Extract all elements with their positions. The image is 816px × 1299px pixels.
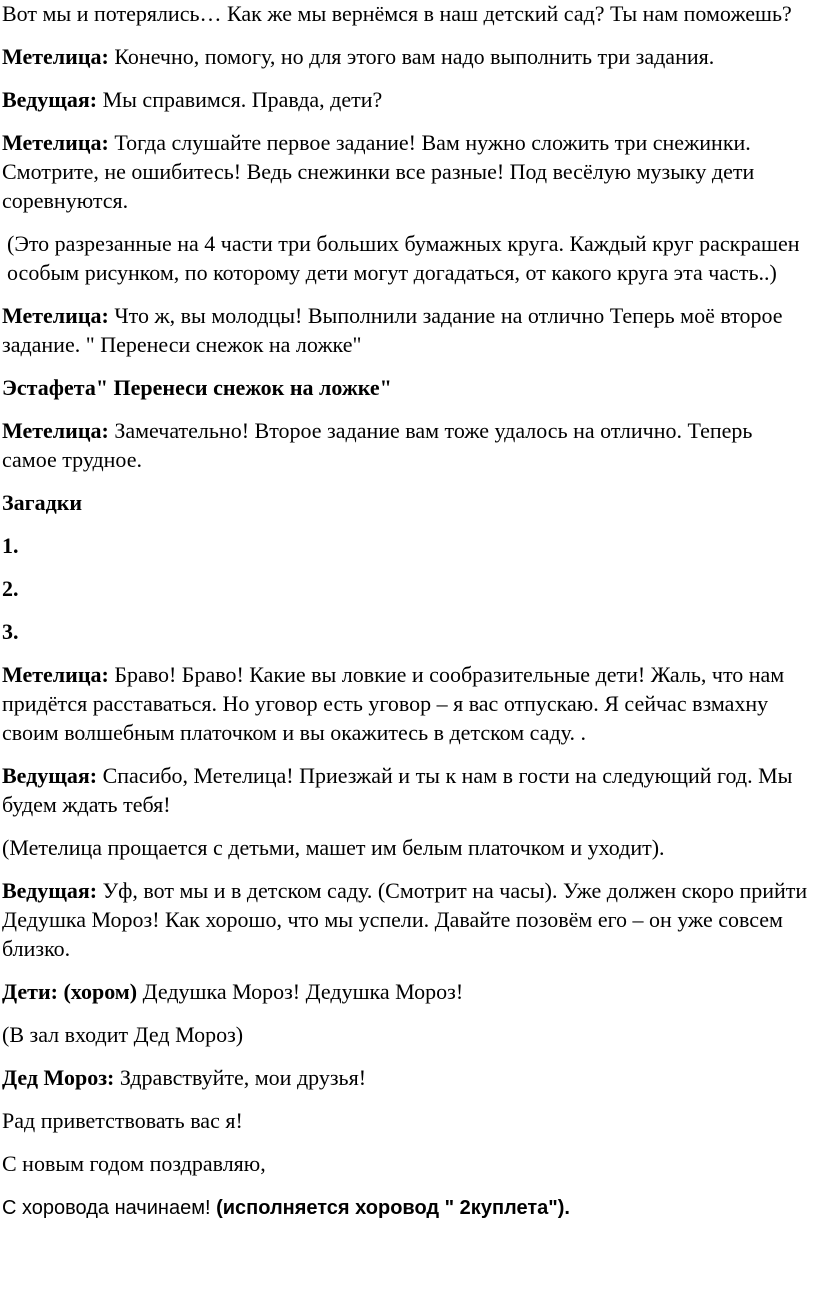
paragraph-list-1 (2, 531, 812, 560)
text-run: С новым годом поздравляю, (2, 1151, 266, 1176)
paragraph-ded-moroz (2, 1063, 812, 1092)
text-run: (Метелица прощается с детьми, машет им белым платочком и уходит). (2, 835, 665, 860)
paragraph-vedushchaya-2 (2, 761, 812, 819)
speech-text: Уф, вот мы и в детском саду. (Смотрит на часы). Уже должен скоро прийти Дедушка Мороз! Как хорошо, что мы успели. Давайте позовём его – он уже совсем близко. (2, 878, 808, 961)
speech-text: Мы справимся. Правда, дети? (97, 87, 383, 112)
paragraph-vedushchaya-1 (2, 85, 812, 114)
paragraph-metelitsa-2 (2, 128, 812, 215)
paragraph-stage-note-3 (2, 1020, 812, 1049)
speaker-label: Метелица: (2, 44, 109, 69)
paragraph-verse-2 (2, 1149, 812, 1178)
text-run: (В зал входит Дед Мороз) (2, 1022, 244, 1047)
speaker-label: Дети: (хором) (2, 979, 138, 1004)
text-run: Рад приветствовать вас я! (2, 1108, 243, 1133)
speech-text: Тогда слушайте первое задание! Вам нужно сложить три снежинки. Смотрите, не ошибитесь! Ведь снежинки все разные! Под весёлую музыку дети соревнуются. (2, 130, 755, 213)
list-number: 2. (2, 576, 19, 601)
speaker-label: Метелица: (2, 130, 109, 155)
text-run: (Это разрезанные на 4 части три больших бумажных круга. Каждый круг раскрашен особым рисунком, по которому дети могут догадаться, от какого круга эта часть..) (7, 231, 800, 285)
speaker-label: Метелица: (2, 303, 109, 328)
speech-text: Конечно, помогу, но для этого вам надо выполнить три задания. (108, 44, 715, 69)
paragraph-metelitsa-1 (2, 42, 812, 71)
text-run: Вот мы и потерялись… Как же мы вернёмся в наш детский сад? Ты нам поможешь? (2, 1, 792, 26)
speech-text: Что ж, вы молодцы! Выполнили задание на отлично Теперь моё второе задание. " Перенеси снежок на ложке" (2, 303, 783, 357)
speaker-label: Метелица: (2, 662, 109, 687)
speech-text: Здравствуйте, мои друзья! (114, 1065, 367, 1090)
paragraph-verse-1 (2, 1106, 812, 1135)
stage-direction: (исполняется хоровод " 2куплета"). (216, 1197, 570, 1219)
paragraph-stage-note-2 (2, 833, 812, 862)
paragraph-list-2 (2, 574, 812, 603)
paragraph-relay-heading (2, 373, 812, 402)
paragraph-metelitsa-4 (2, 416, 812, 474)
speaker-label: Дед Мороз: (2, 1065, 115, 1090)
paragraph-metelitsa-5 (2, 660, 812, 747)
paragraph-riddles-heading (2, 488, 812, 517)
paragraph-vedushchaya-3 (2, 876, 812, 963)
document-body (2, 0, 812, 1223)
speaker-label: Ведущая: (2, 87, 98, 112)
speech-text: Спасибо, Метелица! Приезжай и ты к нам в гости на следующий год. Мы будем ждать тебя! (2, 763, 793, 817)
list-number: 3. (2, 619, 19, 644)
paragraph-children (2, 977, 812, 1006)
section-heading: Эстафета" Перенеси снежок на ложке" (2, 375, 392, 400)
speaker-label: Ведущая: (2, 763, 98, 788)
speech-text: Дедушка Мороз! Дедушка Мороз! (137, 979, 464, 1004)
speaker-label: Метелица: (2, 418, 109, 443)
text-run: С хоровода начинаем! (2, 1197, 217, 1219)
paragraph-metelitsa-3 (2, 301, 812, 359)
paragraph-verse-3 (2, 1192, 812, 1223)
paragraph-stage-note-1 (2, 229, 812, 287)
list-number: 1. (2, 533, 19, 558)
speaker-label: Ведущая: (2, 878, 98, 903)
paragraph-list-3 (2, 617, 812, 646)
speech-text: Замечательно! Второе задание вам тоже удалось на отлично. Теперь самое трудное. (2, 418, 753, 472)
paragraph-intro (2, 0, 812, 28)
section-heading: Загадки (2, 490, 83, 515)
speech-text: Браво! Браво! Какие вы ловкие и сообразительные дети! Жаль, что нам придётся расставаться. Но уговор есть уговор – я вас отпускаю. Я сейчас взмахну своим волшебным платочком и вы окажитесь в детском саду. . (2, 662, 785, 745)
